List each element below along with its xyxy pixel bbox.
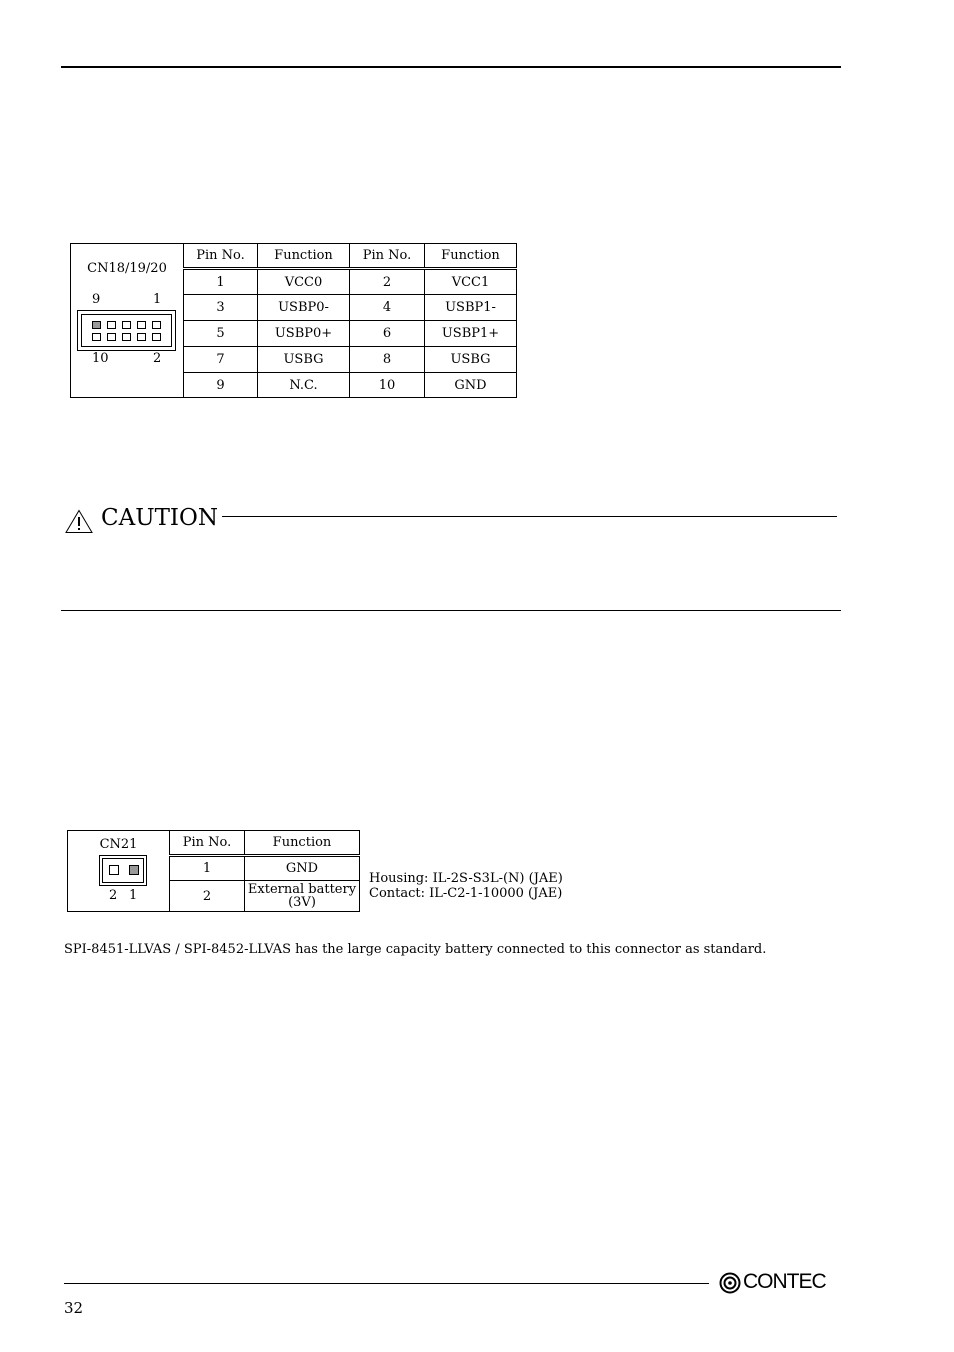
function-cell [245,881,360,912]
column-header: Pin No. [184,244,258,269]
function-cell: VCC0 [258,269,350,295]
contec-logo-icon [719,1272,741,1294]
page-number: 32 [64,1299,84,1317]
column-header: Function [425,244,517,269]
function-cell: USBP1- [425,295,517,321]
pin-cell: 1 [170,856,245,881]
function-cell: USBP0+ [258,321,350,347]
function-cell: N.C. [258,373,350,398]
pin-cell: 7 [184,347,258,373]
function-cell: VCC1 [425,269,517,295]
pin-marker: 1 [153,292,162,307]
pin-marker: 2 [153,351,162,366]
caution-heading: CAUTION [101,505,218,531]
pin-marker: 10 [92,351,109,366]
function-cell: GND [425,373,517,398]
column-header: Pin No. [170,831,245,856]
battery-note: SPI-8451-LLVAS / SPI-8452-LLVAS has the large capacity battery connected to this connector as standard. [64,942,767,957]
function-cell: USBG [425,347,517,373]
usb-connector-cell [71,244,184,398]
pin-cell: 2 [350,269,425,295]
pin-cell: 10 [350,373,425,398]
caution-rule [222,516,837,517]
pin-cell: 8 [350,347,425,373]
contec-logo-text: CONTEC [743,1270,826,1293]
function-line: External battery [247,882,357,897]
contact-spec: Contact: IL-C2-1-10000 (JAE) [369,886,563,901]
function-cell: USBP0- [258,295,350,321]
battery-pin-table [67,830,360,912]
column-header: Pin No. [350,244,425,269]
usb-pin-table [70,243,517,398]
battery-connector-label: CN21 [99,837,138,852]
housing-spec: Housing: IL-2S-S3L-(N) (JAE) [369,871,563,886]
column-header: Function [258,244,350,269]
pin-marker: 2 [109,888,118,903]
two-pin-connector-icon [99,855,147,886]
pin-cell: 5 [184,321,258,347]
pin-cell: 3 [184,295,258,321]
function-cell: GND [245,856,360,881]
function-line: (3V) [288,895,316,910]
pin-cell: 6 [350,321,425,347]
pin-cell: 1 [184,269,258,295]
section-rule [61,610,841,611]
box-header-connector-icon [77,310,177,351]
footer-rule [64,1283,709,1284]
pin-marker: 1 [129,888,138,903]
header-rule [61,66,841,68]
pin-cell: 2 [170,881,245,912]
pin-cell: 9 [184,373,258,398]
pin-marker: 9 [92,292,101,307]
pin-cell: 4 [350,295,425,321]
usb-connector-label: CN18/19/20 [87,261,167,276]
function-cell: USBG [258,347,350,373]
battery-connector-cell [68,831,170,912]
function-cell: USBP1+ [425,321,517,347]
warning-triangle-icon [65,509,93,534]
column-header: Function [245,831,360,856]
